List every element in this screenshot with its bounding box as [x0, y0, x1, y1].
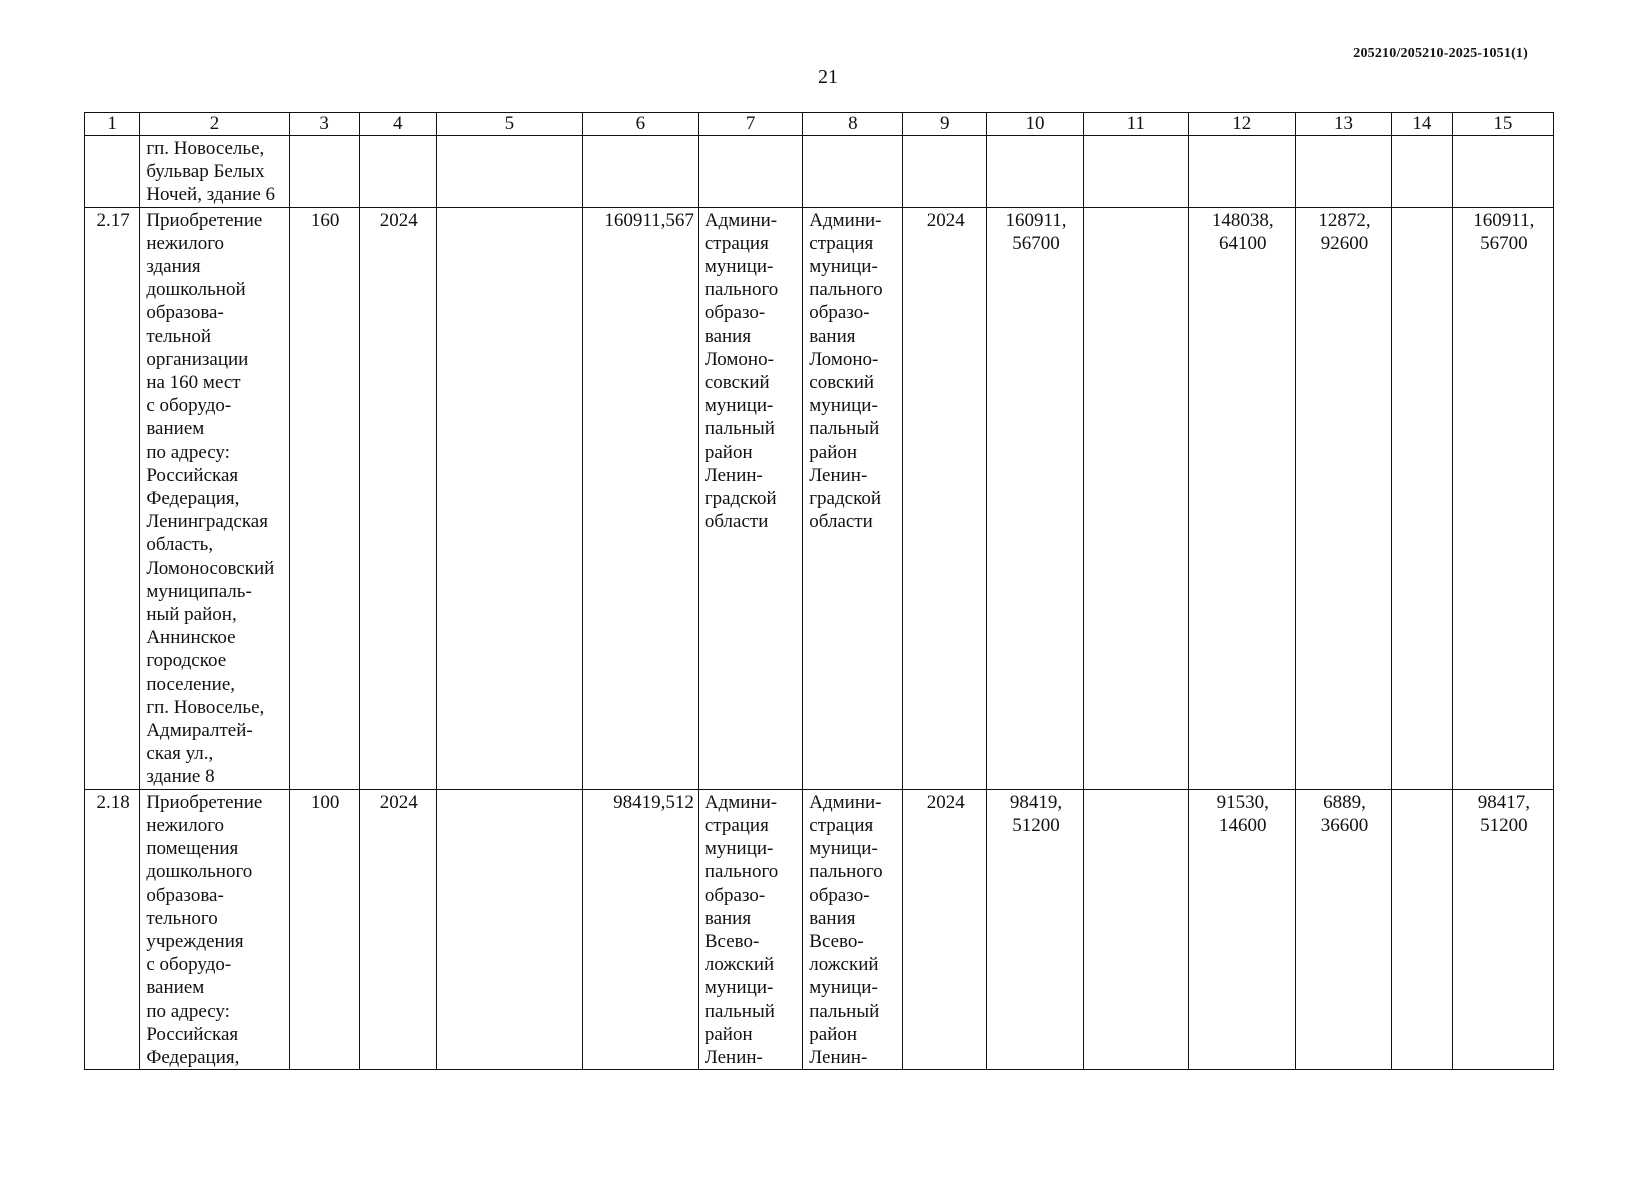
cell-col11: [1084, 789, 1188, 1069]
column-header: 8: [803, 113, 903, 136]
cell-col15: 160911, 56700: [1452, 207, 1553, 789]
row-number: 2.18: [85, 789, 140, 1069]
cell-developer: Админи- страция муници- пального образо- вания Всево- ложский муници- пальный район Ленин-: [803, 789, 903, 1069]
cell-year: [359, 136, 436, 208]
column-header: 13: [1296, 113, 1392, 136]
cell-cost: 98419,512: [582, 789, 698, 1069]
column-header: 12: [1188, 113, 1296, 136]
row-number: 2.17: [85, 207, 140, 789]
cell-local-budget: [1296, 136, 1392, 208]
cell-customer: Админи- страция муници- пального образо- вания Всево- ложский муници- пальный район Ленин-: [698, 789, 802, 1069]
table-row: [85, 136, 1554, 208]
cell-col14: [1392, 136, 1453, 208]
row-number: [85, 136, 140, 208]
column-header: 10: [987, 113, 1084, 136]
table-row: [85, 789, 1554, 1069]
cell-col5: [436, 789, 582, 1069]
cell-col5: [436, 136, 582, 208]
column-header: 14: [1392, 113, 1453, 136]
column-header: 6: [582, 113, 698, 136]
row-description: гп. Новоселье, бульвар Белых Ночей, здание 6: [140, 136, 289, 208]
page-number: 21: [818, 66, 838, 88]
column-header: 1: [85, 113, 140, 136]
cell-col11: [1084, 207, 1188, 789]
data-table: [84, 112, 1554, 1070]
column-header-row: [85, 113, 1554, 136]
cell-cost: 160911,567: [582, 207, 698, 789]
cell-col15: [1452, 136, 1553, 208]
cell-developer: [803, 136, 903, 208]
cell-year: 2024: [359, 789, 436, 1069]
cell-local-budget: 12872, 92600: [1296, 207, 1392, 789]
column-header: 5: [436, 113, 582, 136]
table-row: [85, 207, 1554, 789]
column-header: 7: [698, 113, 802, 136]
cell-total: [987, 136, 1084, 208]
cell-col5: [436, 207, 582, 789]
cell-period: 2024: [903, 207, 987, 789]
row-description: Приобретение нежилого здания дошкольной образова- тельной организации на 160 мест с оборудо- ванием по адресу: Российская Федерация, Ленинградская область, Ломоносовский муниципаль- ный район, Аннинское городское поселение, гп. Новоселье, Адмиралтей- ская ул., здание 8: [140, 207, 289, 789]
cell-customer: [698, 136, 802, 208]
column-header: 15: [1452, 113, 1553, 136]
cell-col15: 98417, 51200: [1452, 789, 1553, 1069]
cell-regional-budget: 91530, 14600: [1188, 789, 1296, 1069]
cell-col11: [1084, 136, 1188, 208]
cell-developer: Админи- страция муници- пального образо- вания Ломоно- совский муници- пальный район Ленин- градской области: [803, 207, 903, 789]
cell-regional-budget: [1188, 136, 1296, 208]
cell-capacity: 160: [289, 207, 359, 789]
cell-year: 2024: [359, 207, 436, 789]
column-header: 2: [140, 113, 289, 136]
cell-period: 2024: [903, 789, 987, 1069]
cell-capacity: 100: [289, 789, 359, 1069]
cell-local-budget: 6889, 36600: [1296, 789, 1392, 1069]
column-header: 11: [1084, 113, 1188, 136]
row-description: Приобретение нежилого помещения дошкольного образова- тельного учреждения с оборудо- ванием по адресу: Российская Федерация,: [140, 789, 289, 1069]
cell-regional-budget: 148038, 64100: [1188, 207, 1296, 789]
column-header: 4: [359, 113, 436, 136]
cell-col14: [1392, 789, 1453, 1069]
cell-total: 160911, 56700: [987, 207, 1084, 789]
cell-cost: [582, 136, 698, 208]
cell-period: [903, 136, 987, 208]
cell-col14: [1392, 207, 1453, 789]
cell-total: 98419, 51200: [987, 789, 1084, 1069]
cell-capacity: [289, 136, 359, 208]
cell-customer: Админи- страция муници- пального образо- вания Ломоно- совский муници- пальный район Ленин- градской области: [698, 207, 802, 789]
column-header: 9: [903, 113, 987, 136]
document-id: 205210/205210-2025-1051(1): [1353, 46, 1528, 61]
column-header: 3: [289, 113, 359, 136]
